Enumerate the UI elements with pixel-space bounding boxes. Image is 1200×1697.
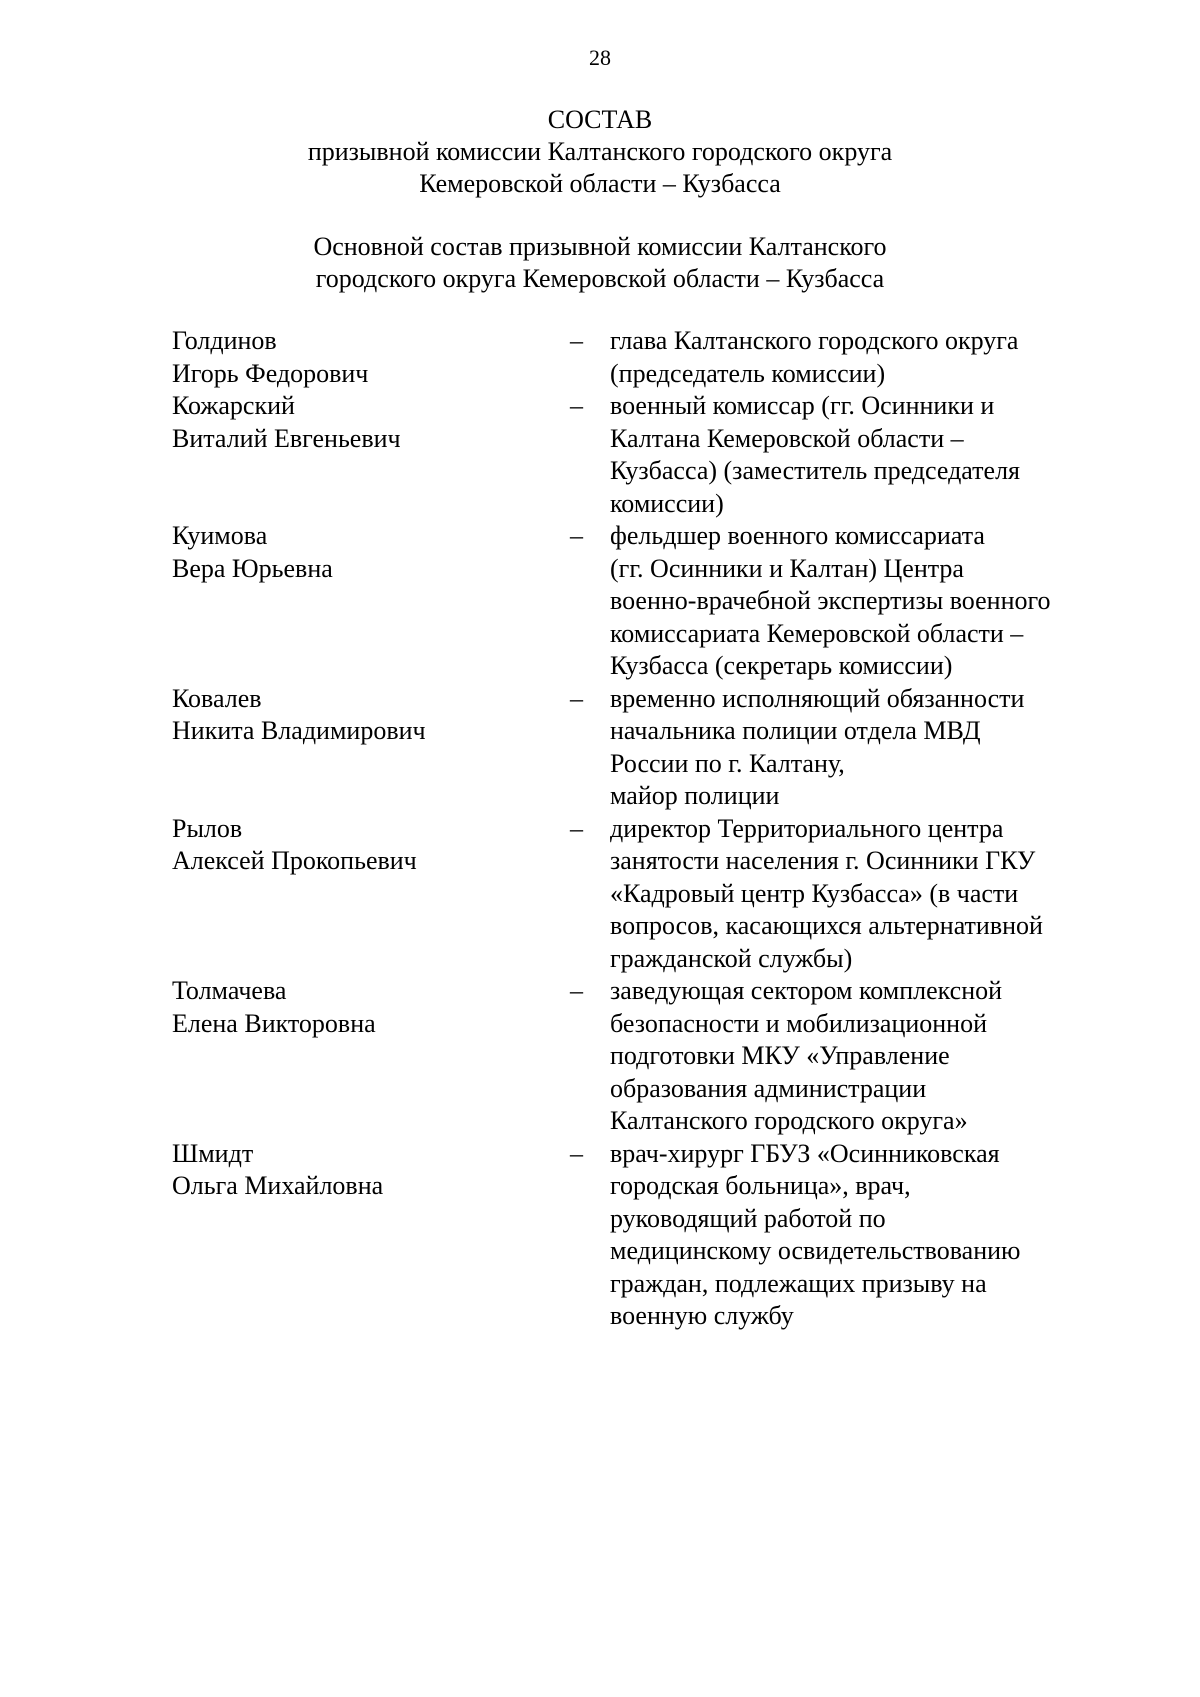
member-surname: Куимова bbox=[172, 521, 268, 550]
member-given-names: Вера Юрьевна bbox=[172, 553, 333, 583]
member-entry bbox=[172, 520, 1112, 683]
member-given-names: Никита Владимирович bbox=[172, 716, 426, 745]
member-role-line: подготовки МКУ «Управление bbox=[610, 1041, 950, 1070]
member-surname: Кожарский bbox=[172, 391, 295, 420]
member-role-line: России по г. Калтану, bbox=[610, 748, 845, 778]
member-role-line: временно исполняющий обязанности bbox=[610, 683, 1025, 713]
member-role-line: образования администрации bbox=[610, 1073, 927, 1103]
member-role-line: Кузбасса (секретарь комиссии) bbox=[610, 651, 953, 680]
member-role-line: фельдшер военного комиссариата bbox=[610, 521, 985, 550]
member-role-line: занятости населения г. Осинники ГКУ bbox=[610, 846, 1036, 875]
member-given-names: Игорь Федорович bbox=[172, 358, 369, 388]
member-dash: – bbox=[570, 1138, 583, 1168]
document-title-line-3: Кемеровской области – Кузбасса bbox=[419, 169, 781, 198]
member-entry bbox=[172, 325, 1112, 390]
member-role-line: военный комиссар (гг. Осинники и bbox=[610, 391, 995, 420]
member-role-line: директор Территориального центра bbox=[610, 813, 1004, 843]
member-role-line: граждан, подлежащих призыву на bbox=[610, 1268, 987, 1298]
member-entry bbox=[172, 813, 1112, 976]
member-name bbox=[172, 325, 570, 390]
member-entry bbox=[172, 390, 1112, 520]
member-role-line: вопросов, касающихся альтернативной bbox=[610, 911, 1043, 940]
member-name bbox=[172, 520, 570, 585]
section-heading-line-2: городского округа Кемеровской области – Кузбасса bbox=[315, 264, 885, 293]
member-name bbox=[172, 813, 570, 878]
member-entry bbox=[172, 683, 1112, 813]
member-role-line: комиссариата Кемеровской области – bbox=[610, 618, 1024, 648]
document-title: СОСТАВ bbox=[547, 105, 653, 134]
document-title-line-2: призывной комиссии Калтанского городского округа bbox=[307, 137, 893, 166]
member-dash: – bbox=[570, 326, 583, 355]
member-surname: Толмачева bbox=[172, 976, 287, 1005]
member-role-line: гражданской службы) bbox=[610, 943, 853, 973]
member-role-line: руководящий работой по bbox=[610, 1203, 886, 1233]
member-name bbox=[172, 1138, 570, 1203]
member-role-line: заведующая сектором комплексной bbox=[610, 976, 1003, 1005]
member-entry bbox=[172, 1138, 1112, 1333]
member-role-line: глава Калтанского городского округа bbox=[610, 326, 1019, 355]
member-given-names: Елена Викторовна bbox=[172, 1008, 376, 1038]
member-role-line: безопасности и мобилизационной bbox=[610, 1008, 988, 1038]
member-role bbox=[610, 520, 1112, 683]
member-dash: – bbox=[570, 683, 583, 713]
member-surname: Ковалев bbox=[172, 683, 262, 713]
member-name bbox=[172, 975, 570, 1040]
member-role-line: Калтана Кемеровской области – bbox=[610, 423, 964, 453]
member-role-line: городская больница», врач, bbox=[610, 1171, 911, 1200]
member-role-line: «Кадровый центр Кузбасса» (в части bbox=[610, 878, 1019, 908]
member-role-line: Калтанского городского округа» bbox=[610, 1106, 968, 1135]
member-dash: – bbox=[570, 813, 583, 843]
section-heading bbox=[0, 231, 1200, 295]
member-name bbox=[172, 390, 570, 455]
member-role-line: майор полиции bbox=[610, 781, 780, 810]
section-heading-line-1: Основной состав призывной комиссии Калтанского bbox=[313, 232, 887, 261]
member-role-line: (гг. Осинники и Калтан) Центра bbox=[610, 553, 964, 583]
member-role bbox=[610, 975, 1112, 1138]
member-role-line: (председатель комиссии) bbox=[610, 358, 886, 388]
page-number: 28 bbox=[589, 45, 611, 70]
member-surname: Рылов bbox=[172, 813, 243, 843]
member-role-line: военную службу bbox=[610, 1301, 794, 1330]
member-entry bbox=[172, 975, 1112, 1138]
member-role bbox=[610, 683, 1112, 813]
member-given-names: Ольга Михайловна bbox=[172, 1171, 384, 1200]
member-dash: – bbox=[570, 521, 583, 550]
member-role-line: медицинскому освидетельствованию bbox=[610, 1236, 1021, 1265]
member-role-line: Кузбасса) (заместитель председателя bbox=[610, 456, 1021, 485]
members-list bbox=[172, 325, 1112, 1333]
member-role bbox=[610, 1138, 1112, 1333]
member-role-line: врач-хирург ГБУЗ «Осинниковская bbox=[610, 1138, 1000, 1168]
member-dash: – bbox=[570, 976, 583, 1005]
member-surname: Голдинов bbox=[172, 326, 277, 355]
member-given-names: Виталий Евгеньевич bbox=[172, 423, 401, 453]
member-role-line: комиссии) bbox=[610, 488, 724, 518]
member-role bbox=[610, 813, 1112, 976]
member-role-line: начальника полиции отдела МВД bbox=[610, 716, 981, 745]
member-role bbox=[610, 390, 1112, 520]
document-header bbox=[0, 104, 1200, 200]
member-role-line: военно-врачебной экспертизы военного bbox=[610, 586, 1051, 615]
member-given-names: Алексей Прокопьевич bbox=[172, 846, 417, 875]
member-surname: Шмидт bbox=[172, 1138, 254, 1168]
member-name bbox=[172, 683, 570, 748]
member-dash: – bbox=[570, 391, 583, 420]
member-role bbox=[610, 325, 1112, 390]
